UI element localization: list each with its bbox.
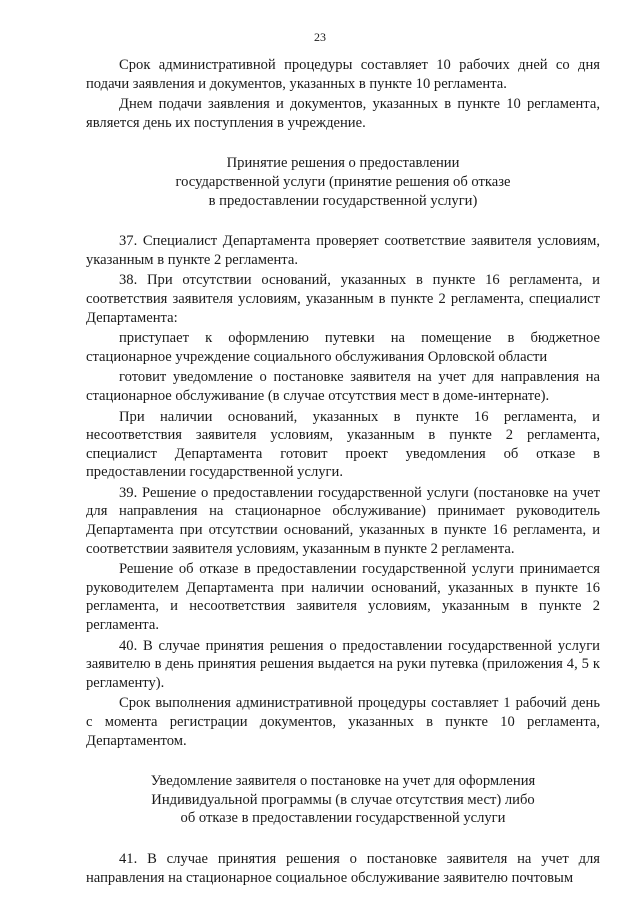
paragraph-39-refusal: Решение об отказе в предоставлении государственной услуги принимается руководителем Департамента при наличии оснований, указанных в пункте 16 регламента, и несоответствия заявителя условиям, указанным в пункте 2 регламента. xyxy=(86,561,600,634)
paragraph-38-notice: готовит уведомление о постановке заявителя на учет для направления на стационарное обслуживание (в случае отсутствия мест в доме-интернате). xyxy=(86,369,600,404)
paragraph-40: 40. В случае принятия решения о предоставлении государственной услуги заявителю в день принятия решения выдается на руки путевка (приложения 4, 5 к регламенту). xyxy=(86,637,600,691)
paragraph-41: 41. В случае принятия решения о постановке заявителя на учет для направления на стационарное социальное обслуживание заявителю почтовым xyxy=(86,850,600,886)
paragraph-submission-day: Днем подачи заявления и документов, указанных в пункте 10 регламента, является день их поступления в учреждение. xyxy=(86,96,600,131)
paragraph-procedure-term: Срок административной процедуры составляет 10 рабочих дней со дня подачи заявления и документов, указанных в пункте 10 регламента. xyxy=(86,57,600,92)
paragraph-38: 38. При отсутствии оснований, указанных в пункте 16 регламента, и соответствия заявителя условиям, указанным в пункте 2 регламента, специалист Департамента: xyxy=(86,272,600,326)
section-heading-decision: Принятие решения о предоставлении государственной услуги (принятие решения об отказе в предоставлении государственной услуги) xyxy=(175,155,511,209)
section-heading-notification: Уведомление заявителя о постановке на учет для оформления Индивидуальной программы (в случае отсутствия мест) либо об отказе в предоставлении государственной услуги xyxy=(150,773,536,827)
paragraph-38-refusal: При наличии оснований, указанных в пункте 16 регламента, и несоответствия заявителя условиям, указанным в пункте 2 регламента, специалист Департамента готовит проект уведомления об отказе в предоставлении государственной услуги. xyxy=(86,408,600,481)
paragraph-39: 39. Решение о предоставлении государственной услуги (постановке на учет для направления на стационарное обслуживание) принимает руководитель Департамента при отсутствии оснований, указанных в пункте 16 регламента, и соответствии заявителя условиям, указанным в пункте 2 регламента. xyxy=(86,484,600,557)
paragraph-38-voucher: приступает к оформлению путевки на помещение в бюджетное стационарное учреждение социального обслуживания Орловской области xyxy=(86,330,600,365)
paragraph-40-term: Срок выполнения административной процедуры составляет 1 рабочий день с момента регистрации документов, указанных в пункте 10 регламента, Департаментом. xyxy=(86,695,600,749)
page-number: 23 xyxy=(314,30,326,44)
document-body xyxy=(86,56,600,887)
paragraph-37: 37. Специалист Департамента проверяет соответствие заявителя условиям, указанным в пункте 2 регламента. xyxy=(86,233,600,268)
